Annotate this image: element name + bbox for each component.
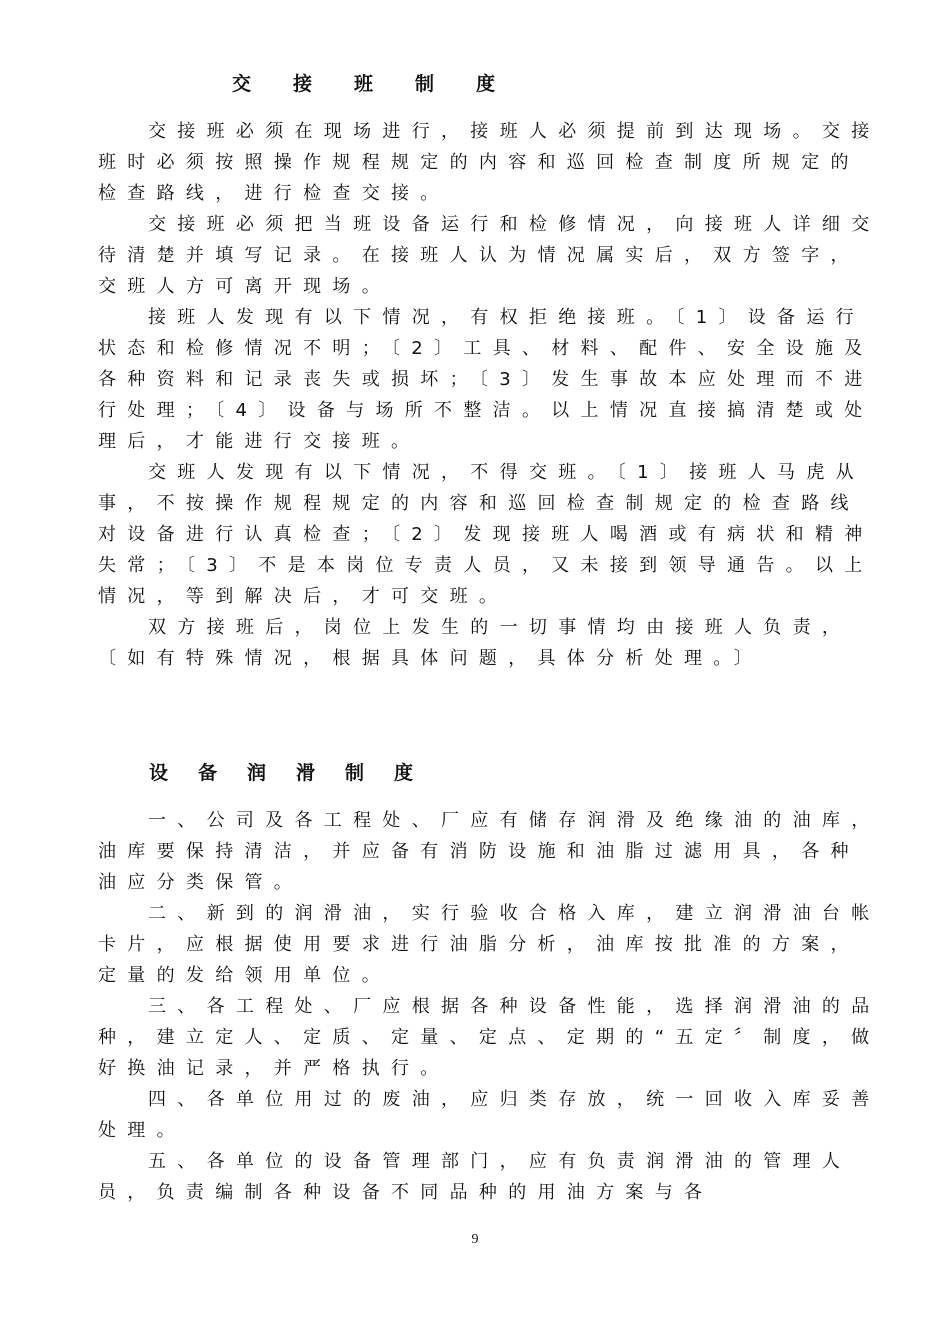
- section-title-shift-handover: 交接班制度: [232, 73, 538, 95]
- page-number: 9: [471, 1232, 479, 1247]
- section-shift-handover: [98, 116, 888, 674]
- section-title-lubrication: 设备润滑制度: [149, 762, 444, 784]
- paragraph: 三、各工程处、厂应根据各种设备性能，选择润滑油的品种，建立定人、定质、定量、定点、定期的“五定〞制度，做好换油记录，并严格执行。: [98, 996, 881, 1079]
- paragraph: 二、新到的润滑油，实行验收合格入库，建立润滑油台帐卡片，应根据使用要求进行油脂分析，油库按批准的方案，定量的发给领用单位。: [98, 903, 881, 986]
- paragraph: 交接班必须把当班设备运行和检修情况，向接班人详细交待清楚并填写记录。在接班人认为情况属实后，双方签字，交班人方可离开现场。: [98, 214, 881, 297]
- paragraph: 交班人发现有以下情况，不得交班。〔1〕接班人马虎从事，不按操作规程规定的内容和巡回检查制规定的检查路线对设备进行认真检查；〔2〕发现接班人喝酒或有病状和精神失常；〔3〕不是本岗位专责人员，又未接到领导通告。以上情况，等到解决后，才可交班。: [98, 462, 874, 607]
- paragraph: 一、公司及各工程处、厂应有储存润滑及绝缘油的油库，油库要保持清洁，并应备有消防设施和油脂过滤用具，各种油应分类保管。: [98, 810, 881, 893]
- paragraph: 五、各单位的设备管理部门，应有负责润滑油的管理人员，负责编制各种设备不同品种的用油方案与各: [98, 1151, 852, 1203]
- section-lubrication: [98, 805, 888, 1208]
- paragraph: 接班人发现有以下情况，有权拒绝接班。〔1〕设备运行状态和检修情况不明；〔2〕工具、材料、配件、安全设施及各种资料和记录丧失或损坏；〔3〕发生事故本应处理而不进行处理；〔4〕设备与场所不整洁。以上情况直接搞清楚或处理后，才能进行交接班。: [98, 307, 874, 452]
- paragraph: 双方接班后，岗位上发生的一切事情均由接班人负责，〔如有特殊情况，根据具体问题，具体分析处理。〕: [98, 617, 852, 669]
- paragraph: 交接班必须在现场进行，接班人必须提前到达现场。交接班时必须按照操作规程规定的内容和巡回检查制度所规定的检查路线，进行检查交接。: [98, 121, 881, 204]
- paragraph: 四、各单位用过的废油，应归类存放，统一回收入库妥善处理。: [98, 1089, 881, 1141]
